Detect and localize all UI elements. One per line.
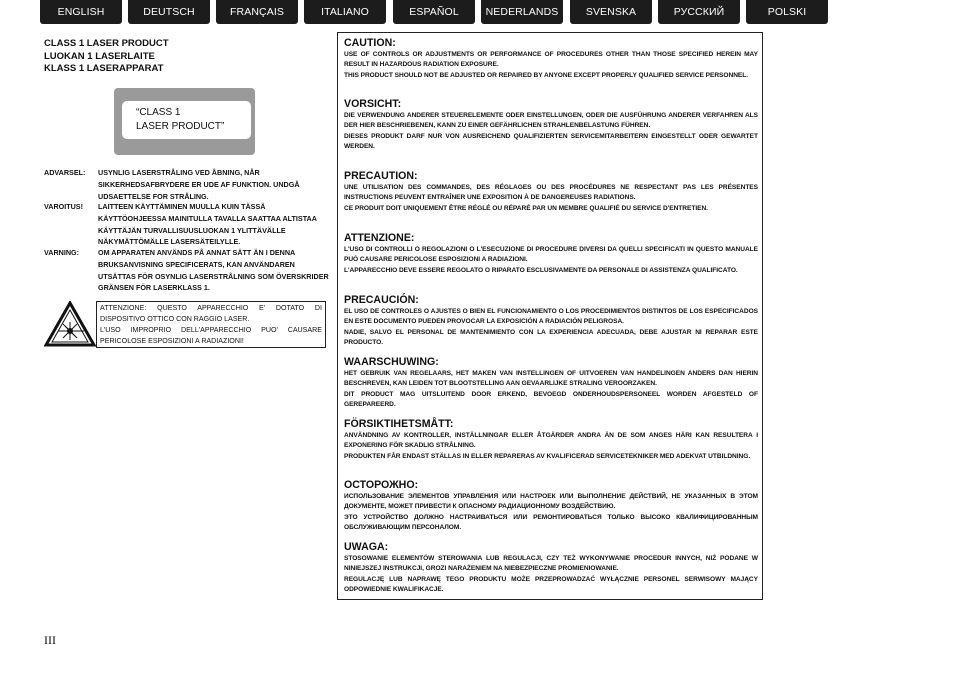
tab-deutsch[interactable]: DEUTSCH (128, 0, 210, 24)
section-ostorozhno (344, 479, 758, 533)
class-title-finnish: LUOKAN 1 LASERLAITE (44, 50, 155, 62)
tab-nederlands[interactable]: NEDERLANDS (481, 0, 563, 24)
section-paragraph: L'APPARECCHIO DEVE ESSERE REGOLATO O RIPARATO ESCLUSIVAMENTE DA PERSONALE DI ASSISTENZA QUALIFICATO. (344, 266, 738, 274)
attenzione-line2: L'USO IMPROPRIO DELL'APPARECCHIO PUO' CAUSARE PERICOLOSE ESPOSIZIONI A RADIAZIONI! (100, 326, 322, 345)
section-paragraph: ANVÄNDNING AV KONTROLLER, INSTÄLLNINGAR ELLER ÅTGÄRDER ANDRA ÄN DE SOM ANGES HÄRI KAN RESULTERA I EXPONERING FÖR SKADLIG STRÅLNING. (344, 432, 758, 450)
section-title: ATTENZIONE: (344, 232, 415, 244)
section-title: WAARSCHUWING: (344, 356, 439, 368)
tab-espanol[interactable]: ESPAÑOL (393, 0, 475, 24)
section-title: FÖRSIKTIHETSMÅTT: (344, 418, 454, 430)
section-paragraph: EL USO DE CONTROLES O AJUSTES O BIEN EL FUNCIONAMIENTO O LOS PROCEDIMIENTOS DISTINTOS DE LOS ESPECIFICADOS EN ESTE DOCUMENTO PUEDEN PROVOCAR LA EXPOSICIÓN A RADIACIÓN PELIGROSA. (344, 308, 758, 326)
warning-danish (44, 167, 329, 202)
language-tabs (40, 0, 830, 24)
section-paragraph: STOSOWANIE ELEMENTÓW STEROWANIA LUB REGULACJI, CZY TEŻ WYKONYWANIE PROCEDUR INNYCH, NIŻ PODANE W NINIEJSZEJ INSTRUKCJI, GROZI NARAŻENIEM NA NIEBEZPIECZNE PROMIENIOWANIE. (344, 555, 758, 573)
section-waarschuwing (344, 356, 758, 410)
laser-product-label (114, 88, 255, 155)
warning-key: ADVARSEL: (44, 168, 86, 177)
class-titles (44, 38, 329, 76)
laser-label-line1: “CLASS 1 (136, 107, 181, 118)
section-paragraph: UNE UTILISATION DES COMMANDES, DES RÉGLAGES OU DES PROCÉDURES NE RESPECTANT PAS LES PRÉSENTES INSTRUCTIONS PEUVENT ENTRAÎNER UNE EXPOSITION À DE DANGEREUSES RADIATIONS. (344, 184, 758, 202)
warning-text: OM APPARATEN ANVÄNDS PÅ ANNAT SÄTT ÄN I DENNA BRUKSANVISNING SPECIFICERATS, KAN ANVÄNDAREN UTSÄTTAS FÖR OSYNLIG LASERSTRÅLNING SOM ÖVERSKRIDER GRÄNSEN FÖR LASERKLASS 1. (98, 248, 329, 293)
section-paragraph: REGULACJĘ LUB NAPRAWĘ TEGO PRODUKTU MOŻE PRZEPROWADZAĆ WYŁĄCZNIE PERSONEL SERWISOWY MAJĄCY ODPOWIEDNIE KWALIFIKACJE. (344, 575, 758, 593)
section-title: PRECAUTION: (344, 170, 418, 182)
section-paragraph: ИСПОЛЬЗОВАНИЕ ЭЛЕМЕНТОВ УПРАВЛЕНИЯ ИЛИ НАСТРОЕК ИЛИ ВЫПОЛНЕНИЕ ДЕЙСТВИЙ, НЕ УКАЗАННЫХ В ЭТОМ ДОКУМЕНТЕ, МОЖЕТ ПРИВЕСТИ К ОПАСНОМУ РАДИАЦИОННОМУ ВОЗДЕЙСТВИЮ. (344, 493, 758, 511)
section-paragraph: USE OF CONTROLS OR ADJUSTMENTS OR PERFORMANCE OF PROCEDURES OTHER THAN THOSE SPECIFIED HEREIN MAY RESULT IN HAZARDOUS RADIATION EXPOSURE. (344, 51, 758, 69)
attenzione-line1: ATTENZIONE: QUESTO APPARECCHIO E' DOTATO DI DISPOSITIVO OTTICO CON RAGGIO LASER. (100, 304, 322, 323)
section-paragraph: THIS PRODUCT SHOULD NOT BE ADJUSTED OR REPAIRED BY ANYONE EXCEPT PROPERLY QUALIFIED SERVICE PERSONNEL. (344, 71, 749, 79)
section-paragraph: L'USO DI CONTROLLI O REGOLAZIONI O L'ESECUZIONE DI PROCEDURE DIVERSI DA QUELLI SPECIFICATI IN QUESTO MANUALE PUÒ CAUSARE PERICOLOSE ESPOSIZIONI A RADIAZIONI. (344, 246, 758, 264)
section-caution (344, 37, 758, 81)
section-uwaga (344, 541, 758, 595)
tab-italiano[interactable]: ITALIANO (304, 0, 386, 24)
attenzione-box (96, 301, 326, 348)
section-paragraph: DIESES PRODUKT DARF NUR VON AUSREICHEND QUALIFIZIERTEN SERVICEMITARBEITERN EINGESTELLT ODER GEWARTET WERDEN. (344, 132, 758, 150)
section-precaution (344, 170, 758, 214)
section-paragraph: CE PRODUIT DOIT UNIQUEMENT ÊTRE RÉGLÉ OU RÉPARÉ PAR UN MEMBRE QUALIFIÉ DU SERVICE D'ENTRETIEN. (344, 204, 708, 212)
section-title: UWAGA: (344, 541, 389, 553)
warning-finnish (44, 201, 329, 248)
section-paragraph: ЭТО УСТРОЙСТВО ДОЛЖНО НАСТРАИВАТЬСЯ ИЛИ РЕМОНТИРОВАТЬСЯ ТОЛЬКО ВЫСОКО КВАЛИФИЦИРОВАННЫМ ОБСЛУЖИВАЮЩИМ ПЕРСОНАЛОМ. (344, 513, 758, 531)
warning-key: VAROITUS! (44, 202, 83, 211)
tab-english[interactable]: ENGLISH (40, 0, 122, 24)
class-title-english: CLASS 1 LASER PRODUCT (44, 38, 169, 49)
section-title: ОСТОРОЖНО: (344, 479, 419, 491)
tab-russkiy[interactable]: РУССКИЙ (658, 0, 740, 24)
section-attenzione (344, 232, 758, 276)
section-paragraph: HET GEBRUIK VAN REGELAARS, HET MAKEN VAN INSTELLINGEN OF UITVOEREN VAN HANDELINGEN ANDERS DAN HIERIN BESCHREVEN, KAN LEIDEN TOT BLOOTSTELLING AAN GEVAARLIJKE STRALING VEROORZAKEN. (344, 370, 758, 388)
section-paragraph: NADIE, SALVO EL PERSONAL DE MANTENIMIENTO CON LA EXPERIENCIA ADECUADA, DEBE AJUSTAR NI REPARAR ESTE PRODUCTO. (344, 328, 758, 346)
warning-text: USYNLIG LASERSTRÅLING VED ÅBNING, NÅR SIKKERHEDSAFBRYDERE ER UDE AF FUNKTION. UNDGÅ UDSAETTELSE FOR STRÅLING. (98, 168, 300, 201)
laser-hazard-icon (44, 301, 96, 347)
section-precaucion (344, 294, 758, 348)
section-title: CAUTION: (344, 37, 396, 49)
warning-swedish (44, 247, 329, 294)
tab-svenska[interactable]: SVENSKA (570, 0, 652, 24)
page-number: III (44, 633, 56, 647)
section-forsiktihetsmatt (344, 418, 758, 462)
warning-text: LAITTEEN KÄYTTÄMINEN MUULLA KUIN TÄSSÄ KÄYTTÖOHJEESSA MAINITULLA TAVALLA SAATTAA ALTISTAA KÄYTTÄJÄN TURVALLISUUSLUOKAN 1 YLITTÄVÄLLE NÄKYMÄTTÖMÄLLE LASERSÄTEILYLLE. (98, 202, 317, 247)
tab-francais[interactable]: FRANÇAIS (216, 0, 298, 24)
section-paragraph: DIT PRODUCT MAG UITSLUITEND DOOR ERKEND, BEVOEGD ONDERHOUDSPERSONEEL WORDEN AFGESTELD OF GEREPAREERD. (344, 390, 758, 408)
section-title: VORSICHT: (344, 98, 402, 110)
section-paragraph: PRODUKTEN FÅR ENDAST STÄLLAS IN ELLER REPARERAS AV KVALIFICERAD SERVICETEKNIKER MED ADEKVAT UTBILDNING. (344, 452, 751, 460)
tab-polski[interactable]: POLSKI (746, 0, 828, 24)
class-title-swedish: KLASS 1 LASERAPPARAT (44, 63, 164, 74)
section-title: PRECAUCIÓN: (344, 294, 419, 306)
section-vorsicht (344, 98, 758, 152)
warning-key: VARNING: (44, 248, 80, 257)
laser-label-line2: LASER PRODUCT” (136, 121, 225, 132)
section-paragraph: DIE VERWENDUNG ANDERER STEUERELEMENTE ODER EINSTELLUNGEN, ODER DIE AUSFÜHRUNG ANDERER VERFAHREN ALS DER HIER BESCHRIEBENEN, KANN ZU EINER GEFÄHRLICHEN STRAHLENBELASTUNG FÜHREN. (344, 112, 758, 130)
